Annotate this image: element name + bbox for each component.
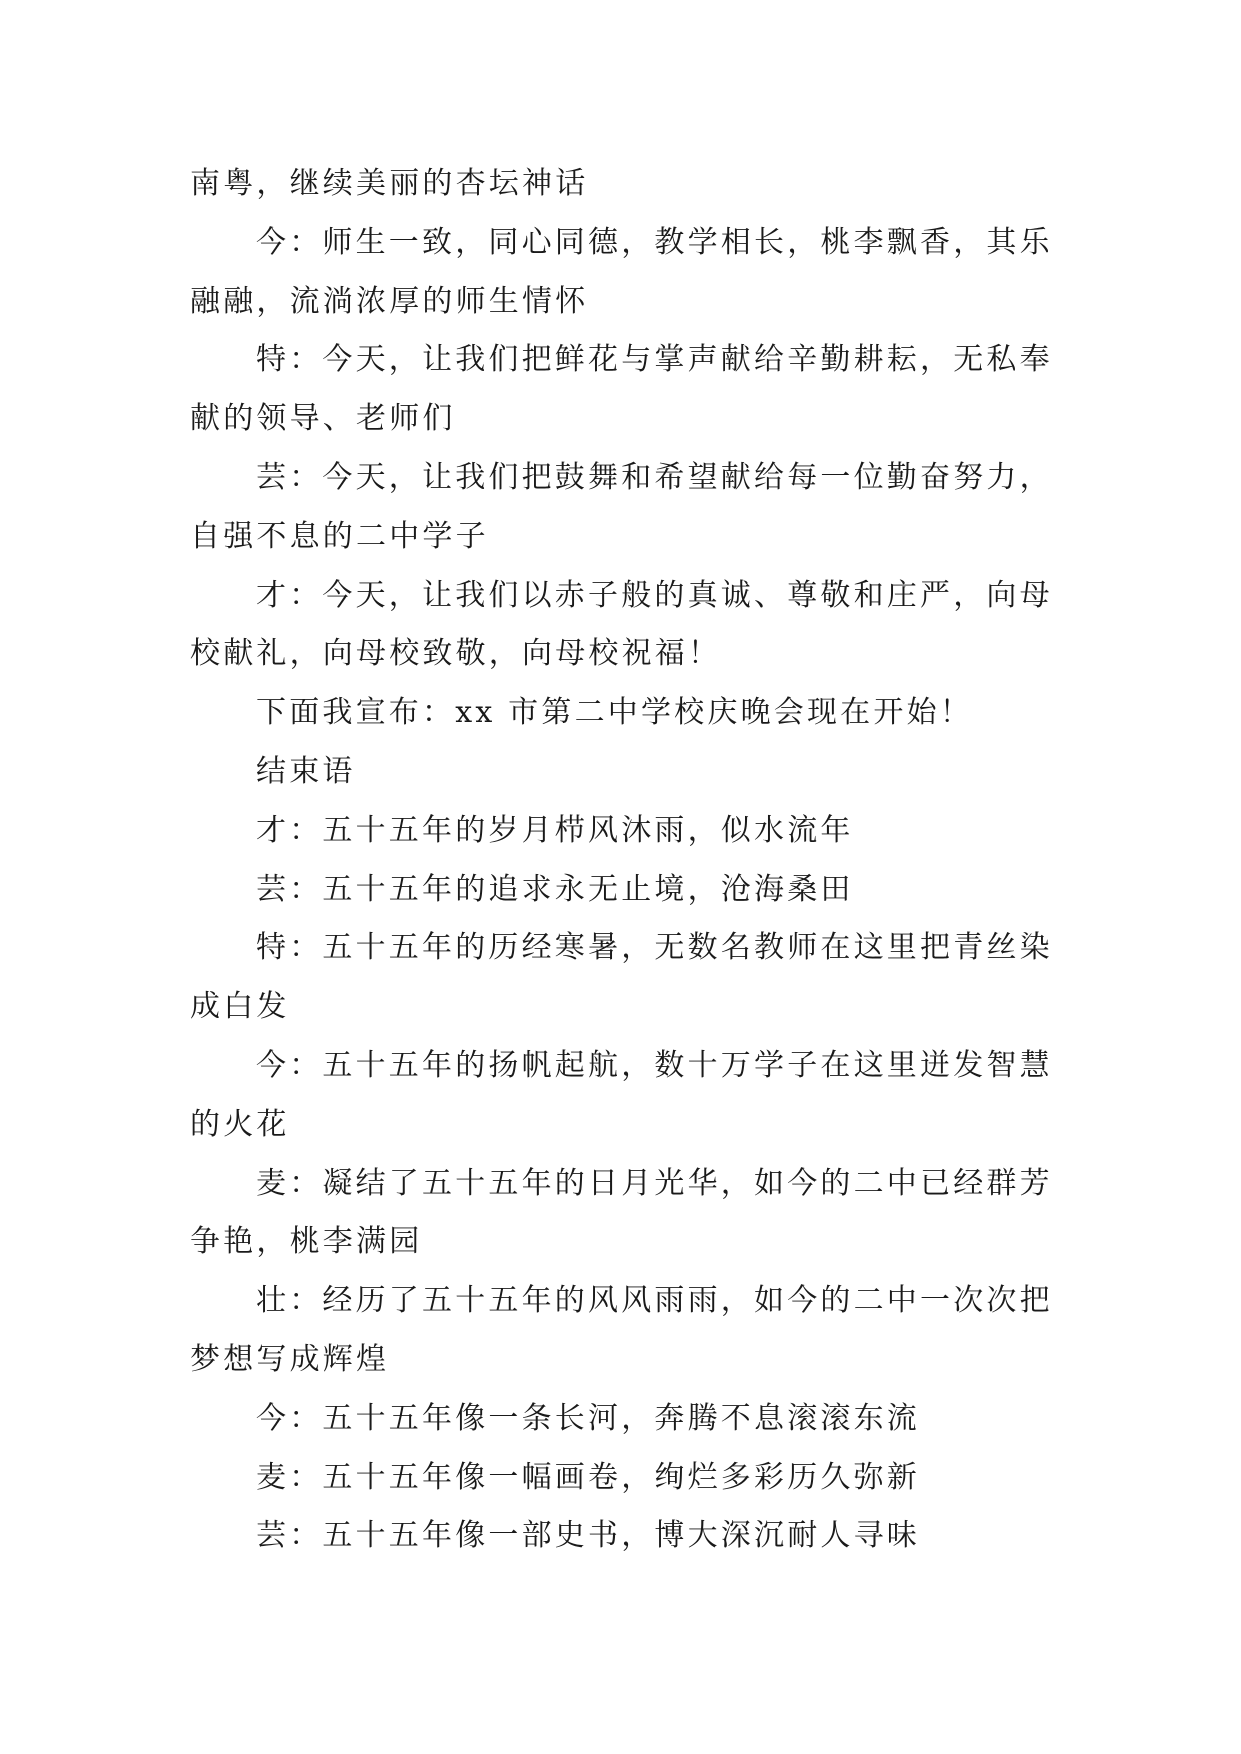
text-line: 校献礼，向母校致敬，向母校祝福！	[190, 636, 722, 672]
section-heading: 结束语	[256, 753, 356, 789]
text-line: 融融，流淌浓厚的师生情怀	[190, 283, 589, 319]
text-line: 自强不息的二中学子	[190, 518, 489, 554]
text-line: 今：五十五年像一条长河，奔腾不息滚滚东流	[256, 1400, 920, 1436]
document-body	[190, 155, 1070, 1566]
text-line: 特：五十五年的历经寒暑，无数名教师在这里把青丝染	[256, 930, 1053, 966]
text-line: 芸：今天，让我们把鼓舞和希望献给每一位勤奋努力，	[256, 459, 1053, 495]
text-line: 争艳，桃李满园	[190, 1224, 423, 1260]
text-line: 梦想写成辉煌	[190, 1341, 390, 1377]
text-line: 的火花	[190, 1106, 290, 1142]
text-line: 特：今天，让我们把鲜花与掌声献给辛勤耕耘，无私奉	[256, 342, 1053, 378]
text-line: 麦：凝结了五十五年的日月光华，如今的二中已经群芳	[256, 1165, 1053, 1201]
text-line: 成白发	[190, 989, 290, 1025]
text-line: 才：今天，让我们以赤子般的真诚、尊敬和庄严，向母	[256, 577, 1053, 613]
text-line: 今：五十五年的扬帆起航，数十万学子在这里迸发智慧	[256, 1047, 1053, 1083]
text-line: 献的领导、老师们	[190, 401, 456, 437]
text-line: 南粤，继续美丽的杏坛神话	[190, 166, 589, 201]
text-line: 壮：经历了五十五年的风风雨雨，如今的二中一次次把	[256, 1283, 1053, 1319]
text-line: 芸：五十五年像一部史书，博大深沉耐人寻味	[256, 1518, 920, 1554]
text-line: 才：五十五年的岁月栉风沐雨，似水流年	[256, 812, 854, 848]
text-line: 麦：五十五年像一幅画卷，绚烂多彩历久弥新	[256, 1459, 920, 1495]
text-line: 下面我宣布：xx 市第二中学校庆晚会现在开始！	[256, 695, 973, 731]
text-line: 今：师生一致，同心同德，教学相长，桃李飘香，其乐	[256, 224, 1053, 260]
text-line: 芸：五十五年的追求永无止境，沧海桑田	[256, 871, 854, 907]
